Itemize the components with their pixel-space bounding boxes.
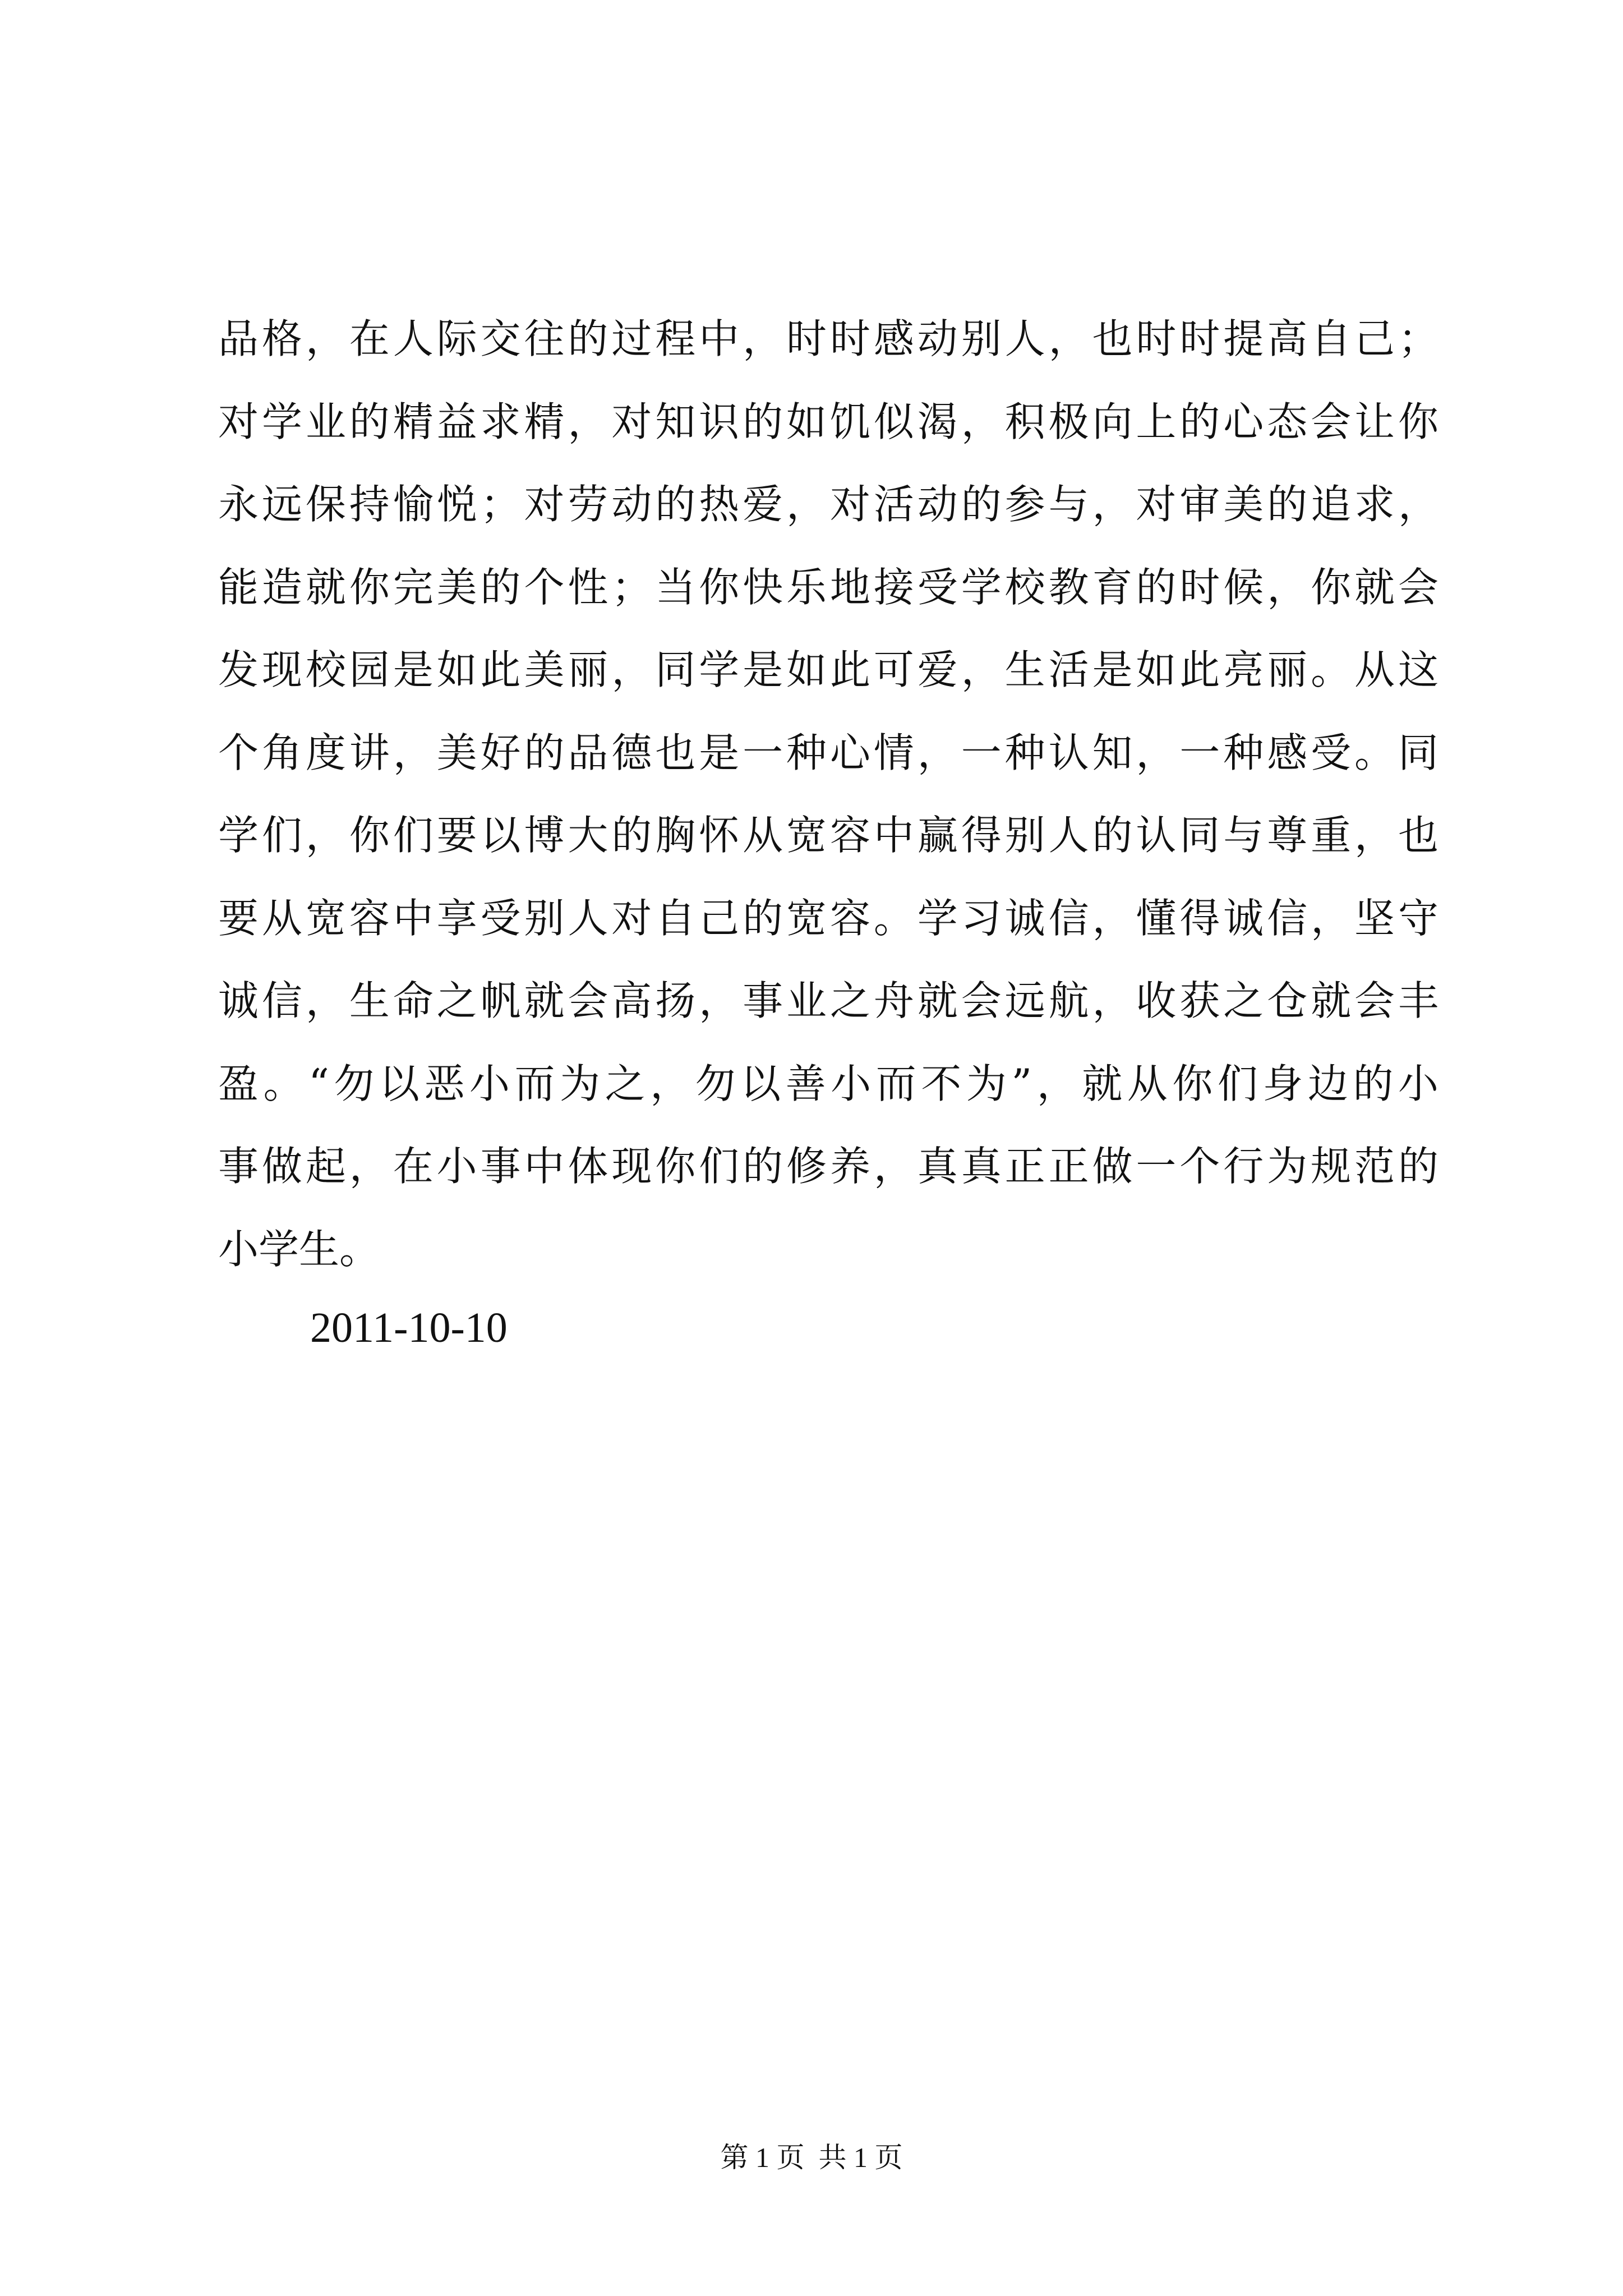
text-line: 对学业的精益求精，对知识的如饥似渴，积极向上的心态会让你: [218, 398, 1438, 445]
text-line: 小学生。: [218, 1225, 380, 1273]
text-line: 品格，在人际交往的过程中，时时感动别人，也时时提高自己；: [218, 315, 1438, 362]
body-text: [218, 298, 1438, 1291]
text-line: 要从宽容中享受别人对自己的宽容。学习诚信，懂得诚信，坚守: [218, 894, 1438, 942]
text-line: 永远保持愉悦；对劳动的热爱，对活动的参与，对审美的追求，: [218, 481, 1438, 528]
text-line: 盈。“勿以恶小而为之，勿以善小而不为”，就从你们身边的小: [218, 1060, 1438, 1107]
text-line: 能造就你完美的个性；当你快乐地接受学校教育的时候，你就会: [218, 563, 1438, 611]
text-line: 个角度讲，美好的品德也是一种心情，一种认知，一种感受。同: [218, 729, 1438, 776]
page-footer: 第 1 页 共 1 页: [720, 2142, 903, 2173]
text-line: 事做起，在小事中体现你们的修养，真真正正做一个行为规范的: [218, 1143, 1438, 1190]
date-line: 2011-10-10: [310, 1304, 508, 1351]
text-line: 诚信，生命之帆就会高扬，事业之舟就会远航，收获之仓就会丰: [218, 977, 1438, 1024]
text-line: 发现校园是如此美丽，同学是如此可爱，生活是如此亮丽。从这: [218, 646, 1438, 693]
text-line: 学们，你们要以博大的胸怀从宽容中赢得别人的认同与尊重，也: [218, 812, 1438, 859]
